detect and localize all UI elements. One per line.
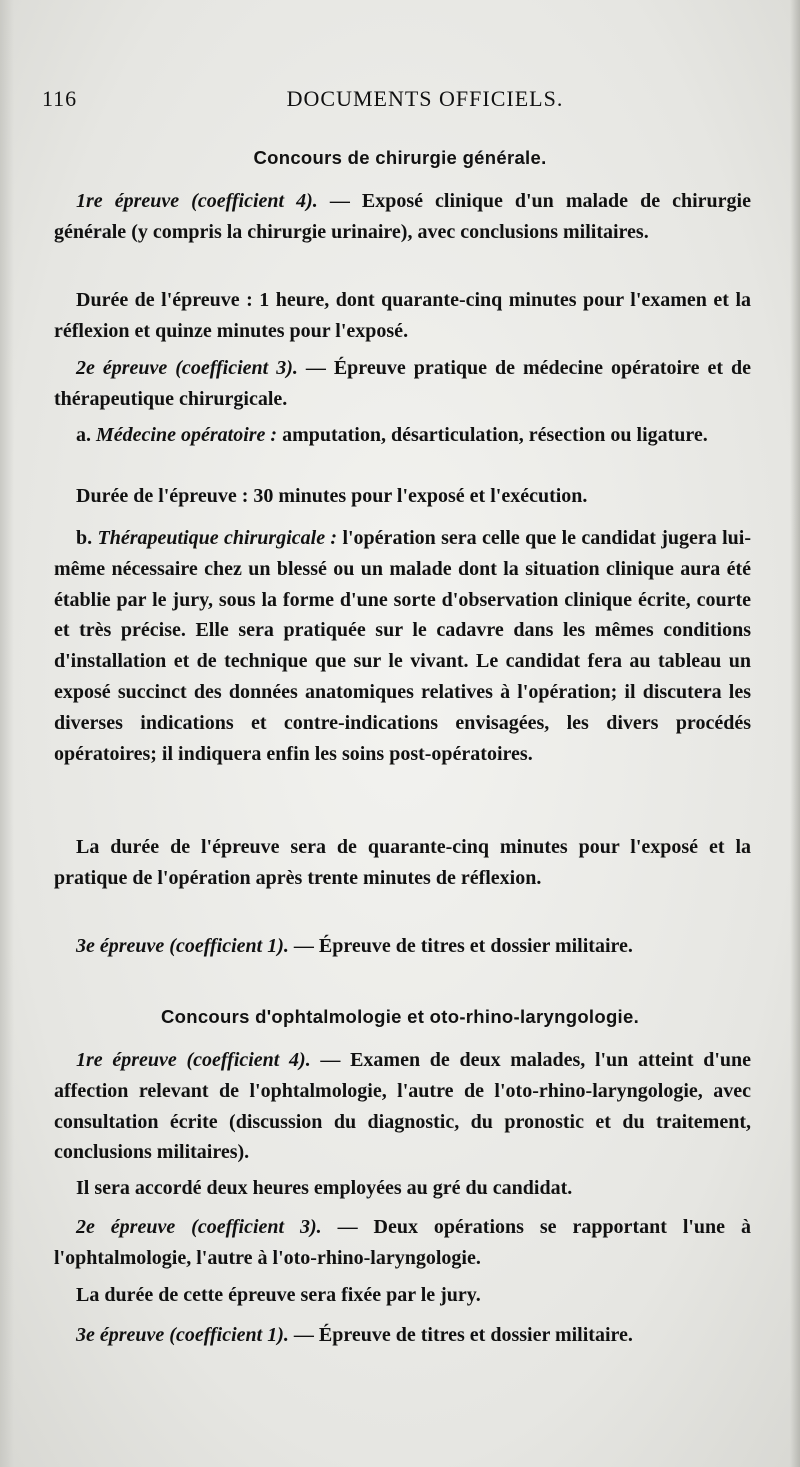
paragraph-duree-1 [54, 285, 751, 347]
paragraph-duree-2b [54, 832, 751, 894]
section-title-chirurgie: Concours de chirurgie générale. [253, 147, 547, 168]
running-title: DOCUMENTS OFFICIELS. [286, 86, 564, 111]
page-edge-left [0, 0, 14, 1467]
epreuve-label: 1re épreuve (coefficient 4). [76, 190, 318, 212]
paragraph-text: l'opération sera celle que le candidat jugera lui-même nécessaire chez un blessé ou un malade dont la situation clinique aura été établie par le jury, sous la forme d'une sorte d'observation clinique écrite, courte et très précise. Elle sera pratiquée sur le cadavre dans les mêmes conditions d'installation et de technique que sur le vivant. Le candidat fera au tableau un exposé succinct des données anatomiques relatives à l'opération; il discutera les diverses indications et contre-indications envisagées, les divers procédés opératoires; il indiquera enfin les soins post-opératoires. [54, 527, 751, 765]
running-header [42, 86, 758, 116]
paragraph-text: — Épreuve pratique de médecine opératoire et de thérapeutique chirurgicale. [54, 357, 751, 410]
paragraph-text: — Examen de deux malades, l'un atteint d'une affection relevant de l'ophtalmologie, l'autre de l'oto-rhino-laryngologie, avec consultation écrite (discussion du diagnostic, du pronostic et du traitement, conclusions militaires). [54, 1049, 752, 1164]
paragraph-duree-2a [54, 481, 751, 512]
paragraph-text: La durée de cette épreuve sera fixée par le jury. [76, 1284, 481, 1306]
paragraph-therapeutique-chirurgicale [54, 523, 751, 769]
item-label: Thérapeutique chirurgicale : [97, 527, 338, 549]
page-number: 116 [42, 86, 78, 111]
paragraph-epreuve-2-chirurgie [54, 353, 751, 415]
paragraph-text: Durée de l'épreuve : 1 heure, dont quarante-cinq minutes pour l'examen et la réflexion et quinze minutes pour l'exposé. [54, 289, 751, 342]
paragraph-text: Il sera accordé deux heures employées au gré du candidat. [76, 1177, 573, 1199]
paragraph-text: — Épreuve de titres et dossier militaire. [288, 935, 633, 957]
paragraph-epreuve-3-ophtalmo [54, 1320, 751, 1351]
page-edge-right [790, 0, 800, 1467]
paragraph-duree-ophtalmo-1 [54, 1173, 751, 1204]
paragraph-text: — Deux opérations se rapportant l'une à l'ophtalmologie, l'autre à l'oto-rhino-laryngologie. [54, 1216, 751, 1269]
epreuve-label: 2e épreuve (coefficient 3). [76, 357, 298, 379]
paragraph-epreuve-2-ophtalmo [54, 1212, 751, 1274]
section-title-ophtalmologie: Concours d'ophtalmologie et oto-rhino-laryngologie. [160, 1006, 640, 1027]
paragraph-medecine-operatoire [54, 420, 751, 451]
item-prefix: a. [76, 424, 96, 446]
epreuve-label: 3e épreuve (coefficient 1). [76, 1324, 289, 1346]
paragraph-epreuve-1-ophtalmo [54, 1045, 751, 1168]
paragraph-epreuve-3-chirurgie [54, 931, 751, 962]
paragraph-text: — Exposé clinique d'un malade de chirurgie générale (y compris la chirurgie urinaire), avec conclusions militaires. [54, 190, 751, 243]
paragraph-text: — Épreuve de titres et dossier militaire. [288, 1324, 633, 1346]
epreuve-label: 2e épreuve (coefficient 3). [76, 1216, 322, 1238]
paragraph-text: La durée de l'épreuve sera de quarante-cinq minutes pour l'exposé et la pratique de l'opération après trente minutes de réflexion. [54, 836, 751, 889]
paragraph-text: Durée de l'épreuve : 30 minutes pour l'exposé et l'exécution. [76, 485, 588, 507]
item-label: Médecine opératoire : [96, 424, 278, 446]
paragraph-text: amputation, désarticulation, résection ou ligature. [277, 424, 708, 446]
epreuve-label: 3e épreuve (coefficient 1). [76, 935, 289, 957]
epreuve-label: 1re épreuve (coefficient 4). [76, 1049, 311, 1071]
item-prefix: b. [76, 527, 98, 549]
paragraph-epreuve-1-chirurgie [54, 186, 751, 248]
paragraph-duree-ophtalmo-2 [54, 1280, 751, 1311]
